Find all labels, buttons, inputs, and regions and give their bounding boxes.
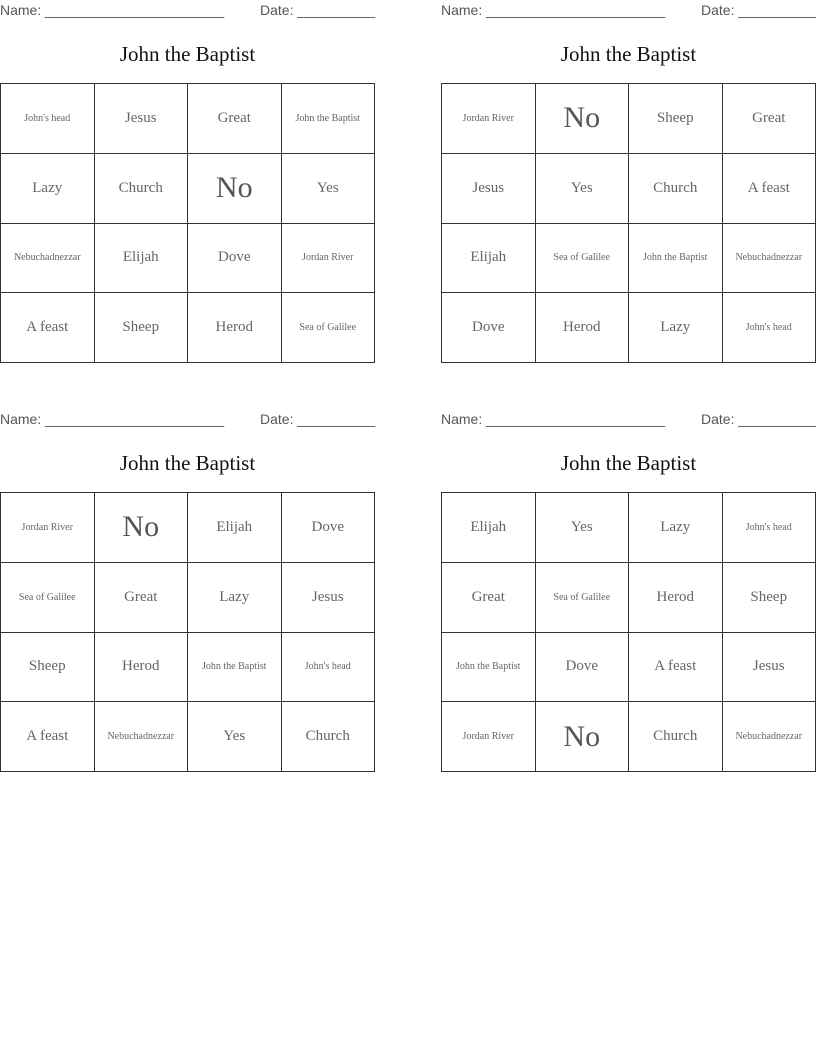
bingo-cell[interactable]: John's head (1, 84, 95, 154)
bingo-cell[interactable]: Elijah (95, 224, 189, 294)
bingo-grid (0, 492, 375, 772)
bingo-cell[interactable]: Dove (282, 493, 376, 563)
bingo-cell[interactable]: Herod (188, 293, 282, 363)
bingo-cell[interactable]: Lazy (629, 293, 723, 363)
bingo-cell[interactable]: Jesus (95, 84, 189, 154)
bingo-cell[interactable]: Dove (188, 224, 282, 294)
date-field[interactable]: Date: __________ (701, 411, 816, 427)
card-title: John the Baptist (560, 451, 697, 475)
card-header (441, 2, 816, 20)
bingo-card-4 (441, 409, 816, 774)
card-title: John the Baptist (119, 42, 256, 66)
bingo-cell[interactable]: Jesus (282, 563, 376, 633)
bingo-cell[interactable]: Lazy (629, 493, 723, 563)
bingo-cell[interactable]: Sea of Galilee (536, 563, 630, 633)
bingo-grid (0, 83, 375, 363)
name-field[interactable]: Name: _______________________ (0, 411, 225, 427)
bingo-cell[interactable]: A feast (1, 293, 95, 363)
bingo-cell[interactable]: Sea of Galilee (536, 224, 630, 294)
bingo-cell[interactable]: Nebuchadnezzar (723, 702, 816, 772)
bingo-cell[interactable]: John the Baptist (629, 224, 723, 294)
bingo-cell[interactable]: Sea of Galilee (1, 563, 95, 633)
bingo-cell[interactable]: John's head (282, 633, 376, 703)
bingo-cell[interactable]: Herod (629, 563, 723, 633)
name-field[interactable]: Name: _______________________ (441, 411, 666, 427)
bingo-card-3 (0, 409, 375, 774)
bingo-grid (441, 83, 816, 363)
bingo-cell[interactable]: Jesus (442, 154, 536, 224)
bingo-cell[interactable]: Great (95, 563, 189, 633)
bingo-cell[interactable]: Lazy (188, 563, 282, 633)
bingo-cell[interactable]: Yes (536, 493, 630, 563)
bingo-cell[interactable]: Great (723, 84, 816, 154)
bingo-cell[interactable]: Jordan River (282, 224, 376, 294)
bingo-cell[interactable]: Sheep (629, 84, 723, 154)
bingo-cell[interactable]: John's head (723, 493, 816, 563)
bingo-cell[interactable]: Sheep (1, 633, 95, 703)
bingo-cell[interactable]: Church (629, 154, 723, 224)
bingo-cell[interactable]: Yes (282, 154, 376, 224)
card-title: John the Baptist (119, 451, 256, 475)
bingo-cell[interactable]: John the Baptist (188, 633, 282, 703)
card-header (0, 2, 375, 20)
bingo-cell[interactable]: No (188, 154, 282, 224)
bingo-cell[interactable]: Sea of Galilee (282, 293, 376, 363)
bingo-cell[interactable]: Jesus (723, 633, 816, 703)
bingo-cell[interactable]: Sheep (95, 293, 189, 363)
card-header (0, 411, 375, 429)
bingo-card-1 (0, 0, 375, 365)
card-title: John the Baptist (560, 42, 697, 66)
bingo-cell[interactable]: Sheep (723, 563, 816, 633)
bingo-cell[interactable]: Yes (536, 154, 630, 224)
bingo-grid (441, 492, 816, 772)
bingo-cell[interactable]: No (95, 493, 189, 563)
date-field[interactable]: Date: __________ (701, 2, 816, 18)
bingo-cell[interactable]: Elijah (188, 493, 282, 563)
bingo-cell[interactable]: Yes (188, 702, 282, 772)
date-field[interactable]: Date: __________ (260, 411, 376, 427)
bingo-cell[interactable]: Elijah (442, 224, 536, 294)
bingo-cell[interactable]: No (536, 84, 630, 154)
bingo-cell[interactable]: Church (95, 154, 189, 224)
bingo-card-2 (441, 0, 816, 365)
date-field[interactable]: Date: __________ (260, 2, 376, 18)
bingo-cell[interactable]: Dove (442, 293, 536, 363)
bingo-cell[interactable]: Jordan River (442, 84, 536, 154)
bingo-cell[interactable]: A feast (629, 633, 723, 703)
name-field[interactable]: Name: _______________________ (441, 2, 666, 18)
bingo-cell[interactable]: Great (188, 84, 282, 154)
card-header (441, 411, 816, 429)
bingo-cell[interactable]: Nebuchadnezzar (1, 224, 95, 294)
bingo-cell[interactable]: Herod (536, 293, 630, 363)
bingo-cell[interactable]: Jordan River (442, 702, 536, 772)
bingo-cell[interactable]: Herod (95, 633, 189, 703)
bingo-cell[interactable]: Jordan River (1, 493, 95, 563)
bingo-cell[interactable]: Great (442, 563, 536, 633)
bingo-cell[interactable]: Lazy (1, 154, 95, 224)
bingo-cell[interactable]: Elijah (442, 493, 536, 563)
bingo-cell[interactable]: A feast (723, 154, 816, 224)
bingo-cell[interactable]: Church (629, 702, 723, 772)
name-field[interactable]: Name: _______________________ (0, 2, 225, 18)
bingo-cell[interactable]: Church (282, 702, 376, 772)
bingo-cell[interactable]: Nebuchadnezzar (95, 702, 189, 772)
bingo-cell[interactable]: Dove (536, 633, 630, 703)
bingo-cell[interactable]: John's head (723, 293, 816, 363)
bingo-cell[interactable]: John the Baptist (442, 633, 536, 703)
bingo-cell[interactable]: A feast (1, 702, 95, 772)
bingo-cell[interactable]: John the Baptist (282, 84, 376, 154)
bingo-cell[interactable]: Nebuchadnezzar (723, 224, 816, 294)
bingo-cell[interactable]: No (536, 702, 630, 772)
